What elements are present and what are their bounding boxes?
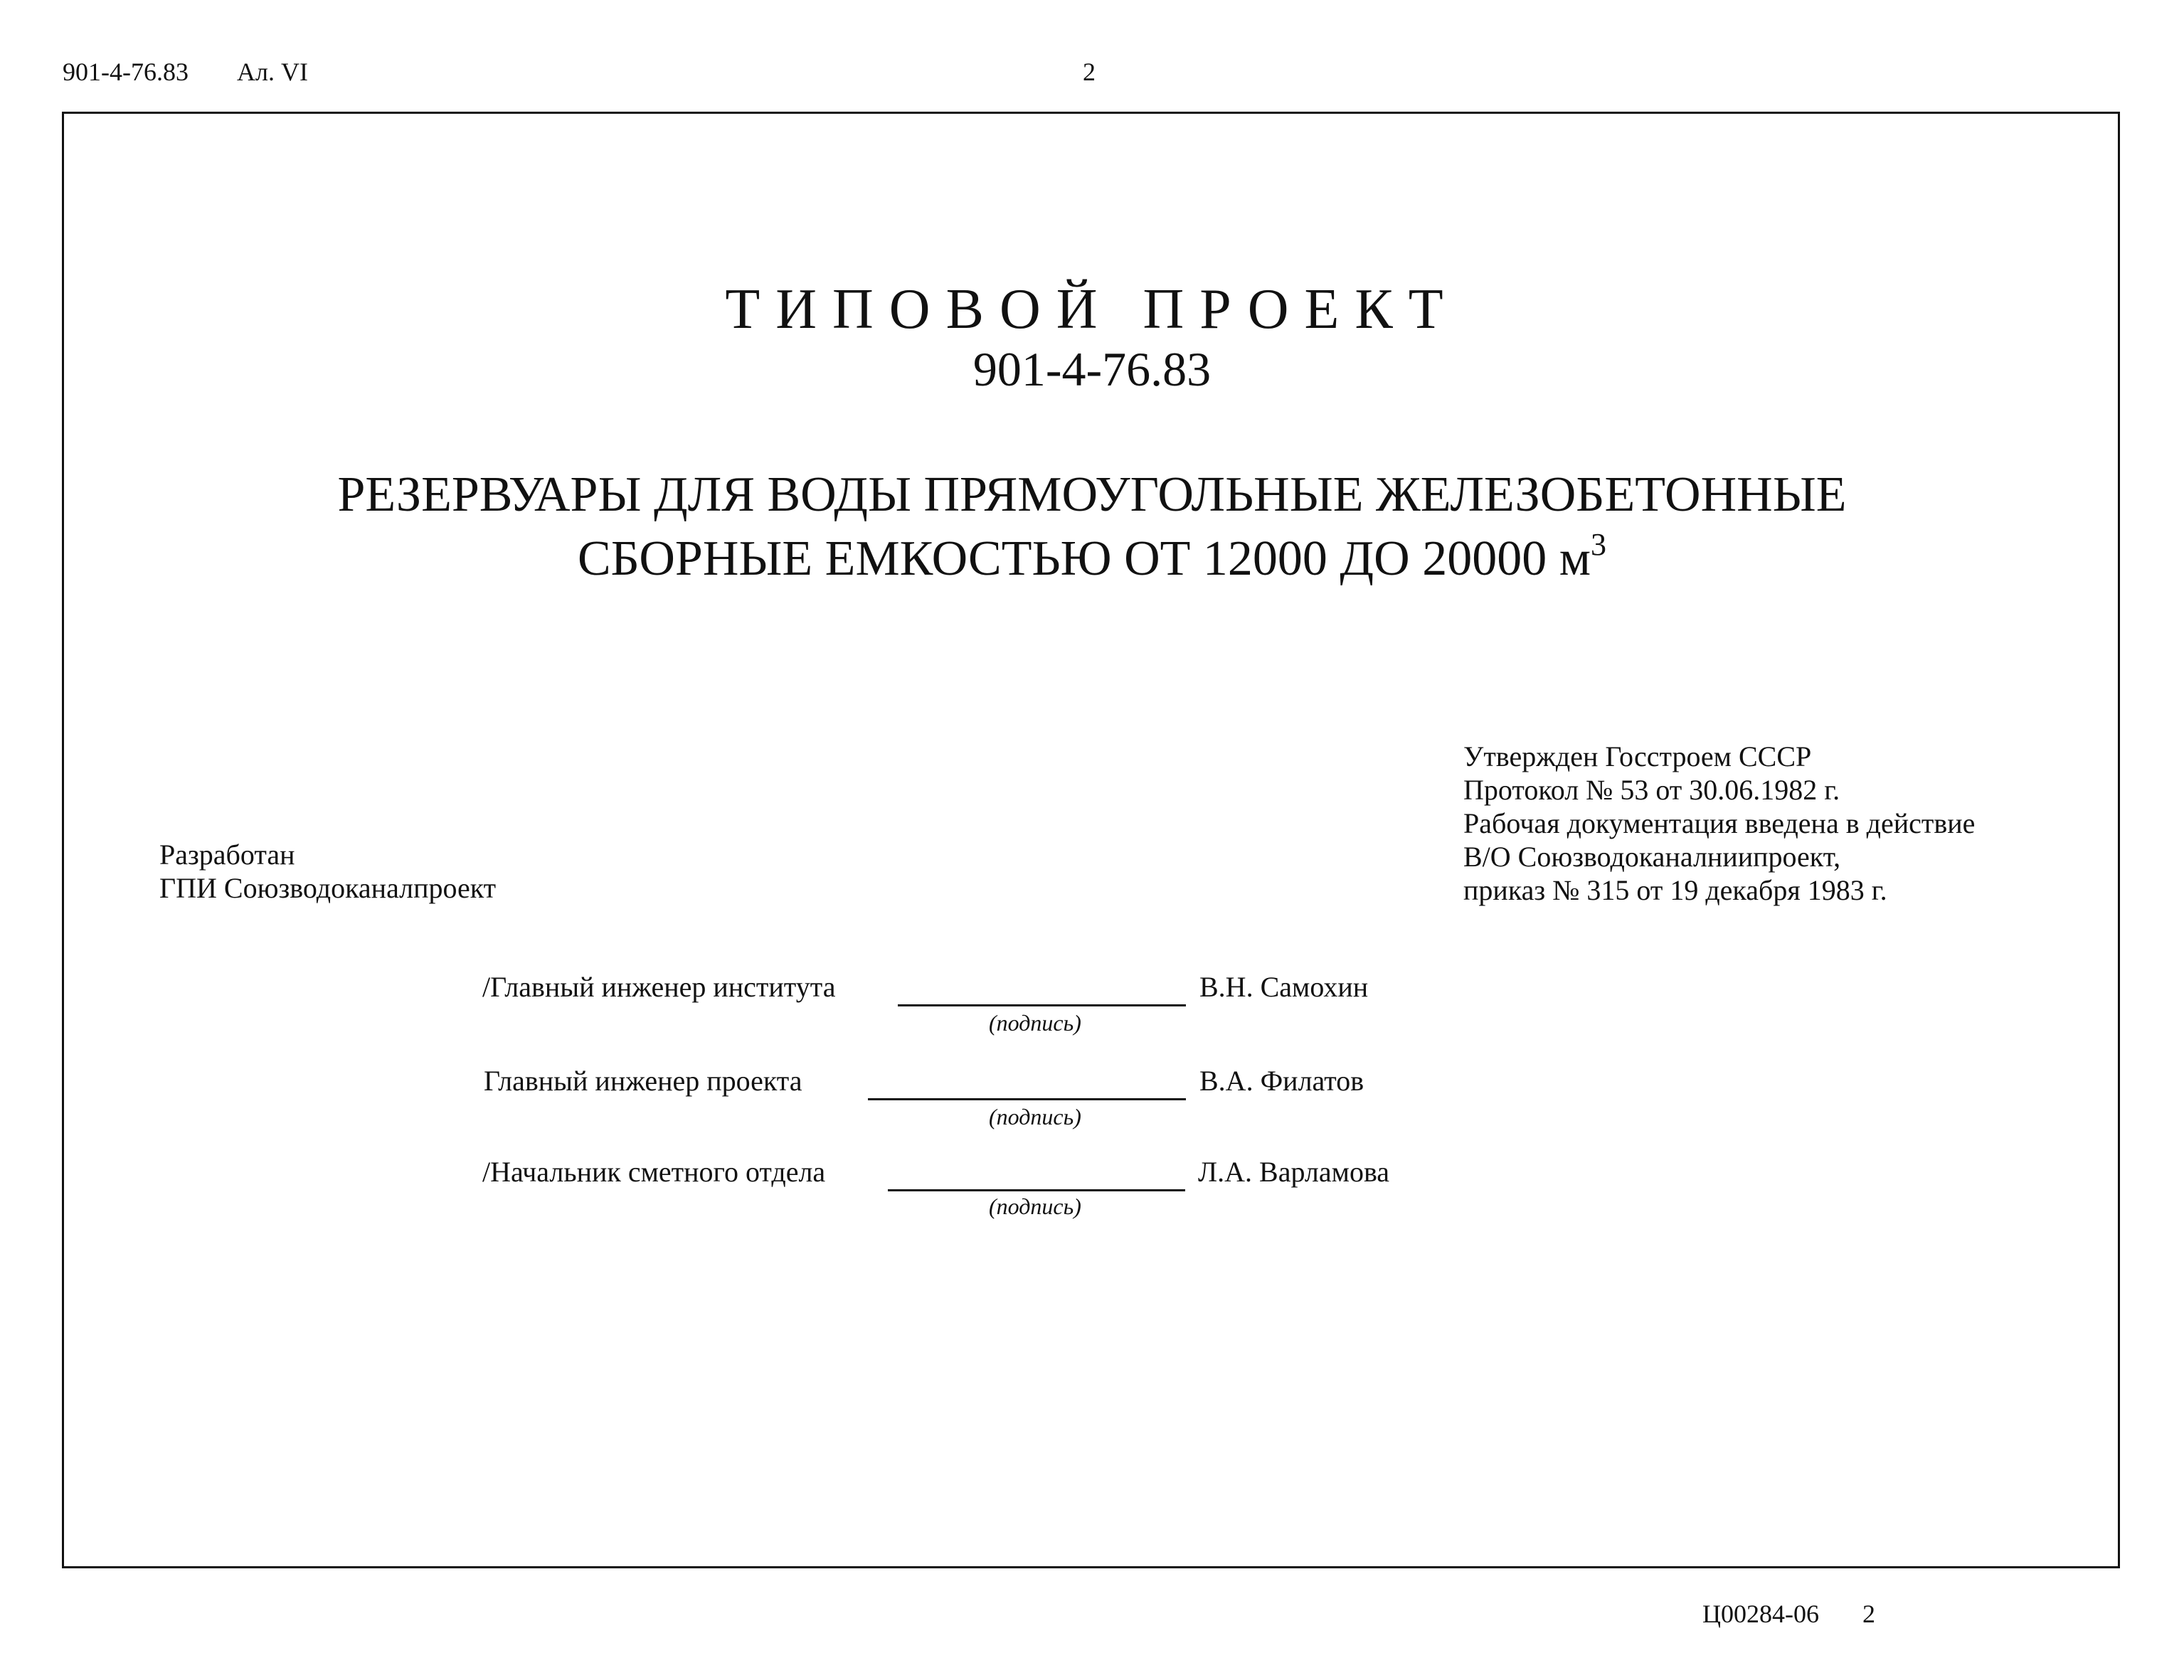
signature-role: /Главный инженер института bbox=[482, 971, 836, 1003]
signature-caption: (подпись) bbox=[989, 1193, 1081, 1219]
signatory-name: В.А. Филатов bbox=[1199, 1065, 1364, 1097]
approval-line: приказ № 315 от 19 декабря 1983 г. bbox=[1463, 874, 1887, 906]
developer-block bbox=[159, 838, 496, 905]
project-name-line-2 bbox=[0, 527, 2184, 588]
signature-line bbox=[868, 1098, 1186, 1100]
cubic-superscript: 3 bbox=[1591, 527, 1607, 562]
developer-organization: ГПИ Союзводоканалпроект bbox=[159, 872, 497, 904]
approval-line: В/О Союзводоканалниипроект, bbox=[1463, 841, 1841, 873]
signatory-name: Л.А. Варламова bbox=[1198, 1156, 1390, 1188]
signatory-name: В.Н. Самохин bbox=[1199, 971, 1369, 1003]
project-type-title: ТИПОВОЙ ПРОЕКТ bbox=[725, 278, 1459, 341]
signature-line bbox=[888, 1189, 1185, 1191]
signature-caption: (подпись) bbox=[989, 1010, 1081, 1036]
document-code: 901-4-76.83 bbox=[63, 58, 189, 86]
project-name-line-1: РЕЗЕРВУАРЫ ДЛЯ ВОДЫ ПРЯМОУГОЛЬНЫЕ ЖЕЛЕЗОБЕТОННЫЕ bbox=[337, 467, 1847, 522]
approval-line: Рабочая документация введена в действие bbox=[1463, 807, 1976, 839]
approval-line: Утвержден Госстроем СССР bbox=[1463, 740, 1812, 772]
project-number: 901-4-76.83 bbox=[972, 342, 1212, 396]
signature-line bbox=[898, 1004, 1186, 1006]
footer-page: 2 bbox=[1862, 1600, 1875, 1628]
project-name-line-2-text: СБОРНЫЕ ЕМКОСТЬЮ ОТ 12000 ДО 20000 м bbox=[577, 531, 1591, 586]
signature-role: /Начальник сметного отдела bbox=[482, 1156, 826, 1188]
approval-line: Протокол № 53 от 30.06.1982 г. bbox=[1463, 774, 1840, 806]
page-number: 2 bbox=[1083, 58, 1096, 86]
album-number: Ал. VI bbox=[237, 58, 308, 86]
signature-role: Главный инженер проекта bbox=[484, 1065, 802, 1097]
approval-block bbox=[1463, 740, 2089, 907]
footer-code: Ц00284-06 bbox=[1702, 1600, 1819, 1628]
developer-label: Разработан bbox=[159, 839, 295, 871]
signature-caption: (подпись) bbox=[989, 1104, 1081, 1129]
